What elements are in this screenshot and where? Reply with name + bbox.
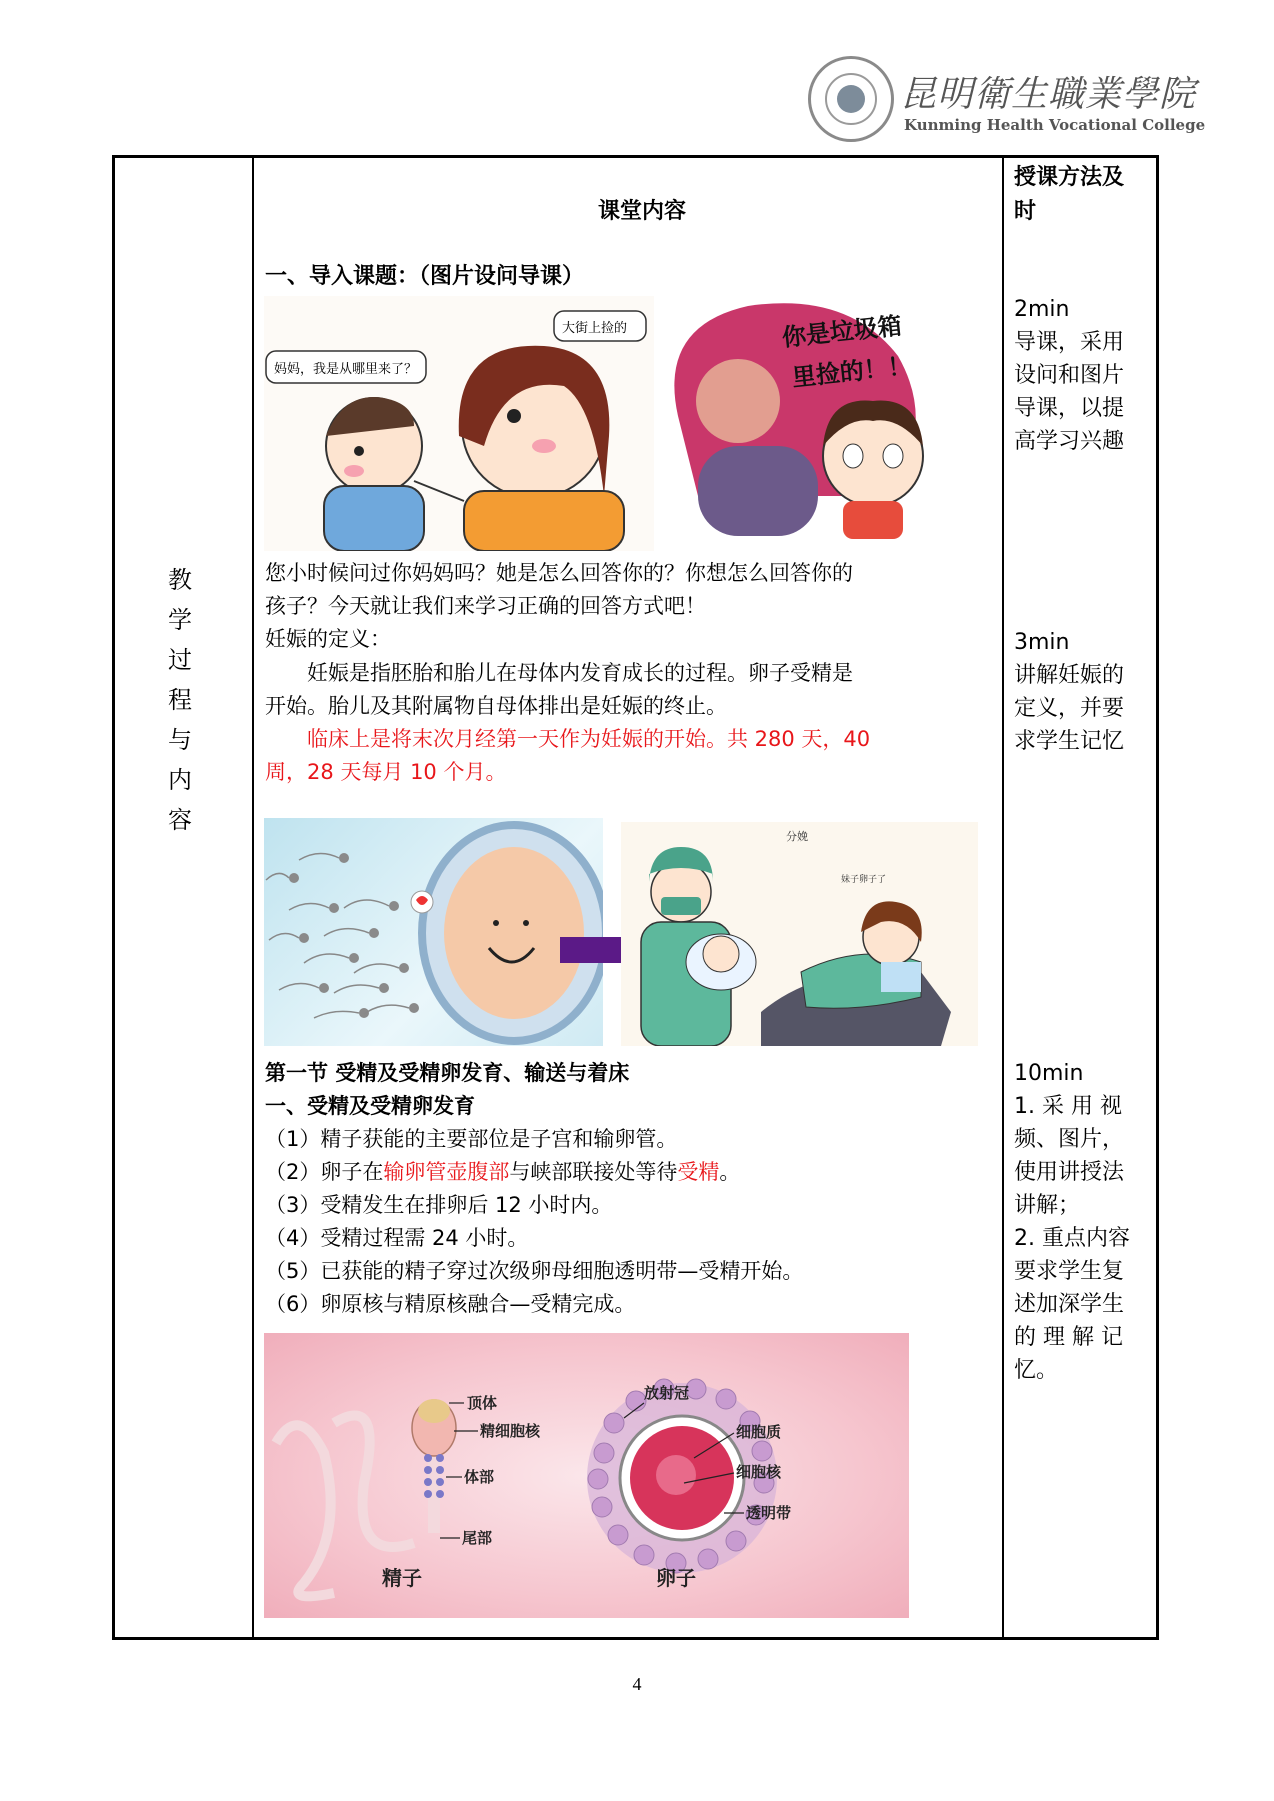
fertilization-item-1: （1）精子获能的主要部位是子宫和输卵管。 xyxy=(265,1127,678,1151)
fertilization-image xyxy=(264,818,603,1046)
sperm-caption: 精子 xyxy=(382,1566,422,1590)
egg-label-corona: 放射冠 xyxy=(644,1384,690,1402)
intro-question-line2: 孩子？今天就让我们来学习正确的回答方式吧！ xyxy=(265,594,706,618)
definition-line2: 开始。胎儿及其附属物自母体排出是妊娠的终止。 xyxy=(265,694,727,718)
clinical-definition-line1: 临床上是将末次月经第一天作为妊娠的开始。共 280 天，40 xyxy=(307,727,871,751)
cartoon-text-line1: 你是垃圾箱 xyxy=(780,311,903,352)
birth-cartoon-image xyxy=(621,822,978,1046)
intro-question-line1: 您小时候问过你妈妈吗？她是怎么回答你的？你想怎么回答你的 xyxy=(265,561,853,585)
intro-title: 一、导入课题：（图片设问导课） xyxy=(265,264,585,289)
section1-subtitle: 一、受精及受精卵发育 xyxy=(265,1094,475,1118)
egg-caption: 卵子 xyxy=(656,1566,696,1590)
egg-label-zona: 透明带 xyxy=(746,1504,792,1522)
definition-line1: 妊娠是指胚胎和胎儿在母体内发育成长的过程。卵子受精是 xyxy=(307,661,853,685)
cartoon-text-line2: 里捡的！！ xyxy=(790,351,913,392)
sperm-label-nucleus: 精细胞核 xyxy=(480,1422,541,1440)
sperm-label-tail: 尾部 xyxy=(462,1529,493,1547)
cartoon-crying-girl-image xyxy=(658,296,964,541)
fertilization-item-5: （5）已获能的精子穿过次级卵母细胞透明带—受精开始。 xyxy=(265,1259,804,1283)
fertilization-item-4: （4）受精过程需 24 小时。 xyxy=(265,1226,529,1250)
bubble-left-text: 妈妈，我是从哪里来了？ xyxy=(274,362,418,377)
clinical-definition-line2: 周，28 天每月 10 个月。 xyxy=(265,760,507,784)
content-column-header: 课堂内容 xyxy=(598,199,687,224)
sperm-label-body: 体部 xyxy=(464,1468,495,1486)
fertilization-item-6: （6）卵原核与精原核融合—受精完成。 xyxy=(265,1292,636,1316)
college-seal-logo xyxy=(808,56,894,142)
method-column-header-line1: 授课方法及 xyxy=(1014,165,1125,190)
egg-label-cytoplasm: 细胞质 xyxy=(736,1423,782,1441)
sperm-egg-diagram xyxy=(264,1333,909,1618)
page-number: 4 xyxy=(632,1674,642,1694)
cartoon-mother-child-image xyxy=(264,296,654,551)
college-name-chinese: 昆明衛生職業學院 xyxy=(900,74,1197,115)
birth-label-top: 分娩 xyxy=(786,830,808,843)
egg-label-nucleus: 细胞核 xyxy=(736,1463,782,1481)
bubble-right-text: 大街上捡的 xyxy=(562,321,628,336)
sperm-label-acrosome: 顶体 xyxy=(467,1394,498,1412)
birth-label-baby: 妹子卵子了 xyxy=(841,875,887,885)
college-name-english: Kunming Health Vocational College xyxy=(904,116,1206,134)
section1-title: 第一节 受精及受精卵发育、输送与着床 xyxy=(265,1061,630,1085)
fertilization-item-3: （3）受精发生在排卵后 12 小时内。 xyxy=(265,1193,613,1217)
method-column-header-line2: 时 xyxy=(1014,199,1037,224)
definition-title: 妊娠的定义： xyxy=(265,627,391,651)
fertilization-item-2: （2）卵子在输卵管壶腹部与峡部联接处等待受精。 xyxy=(265,1160,741,1184)
